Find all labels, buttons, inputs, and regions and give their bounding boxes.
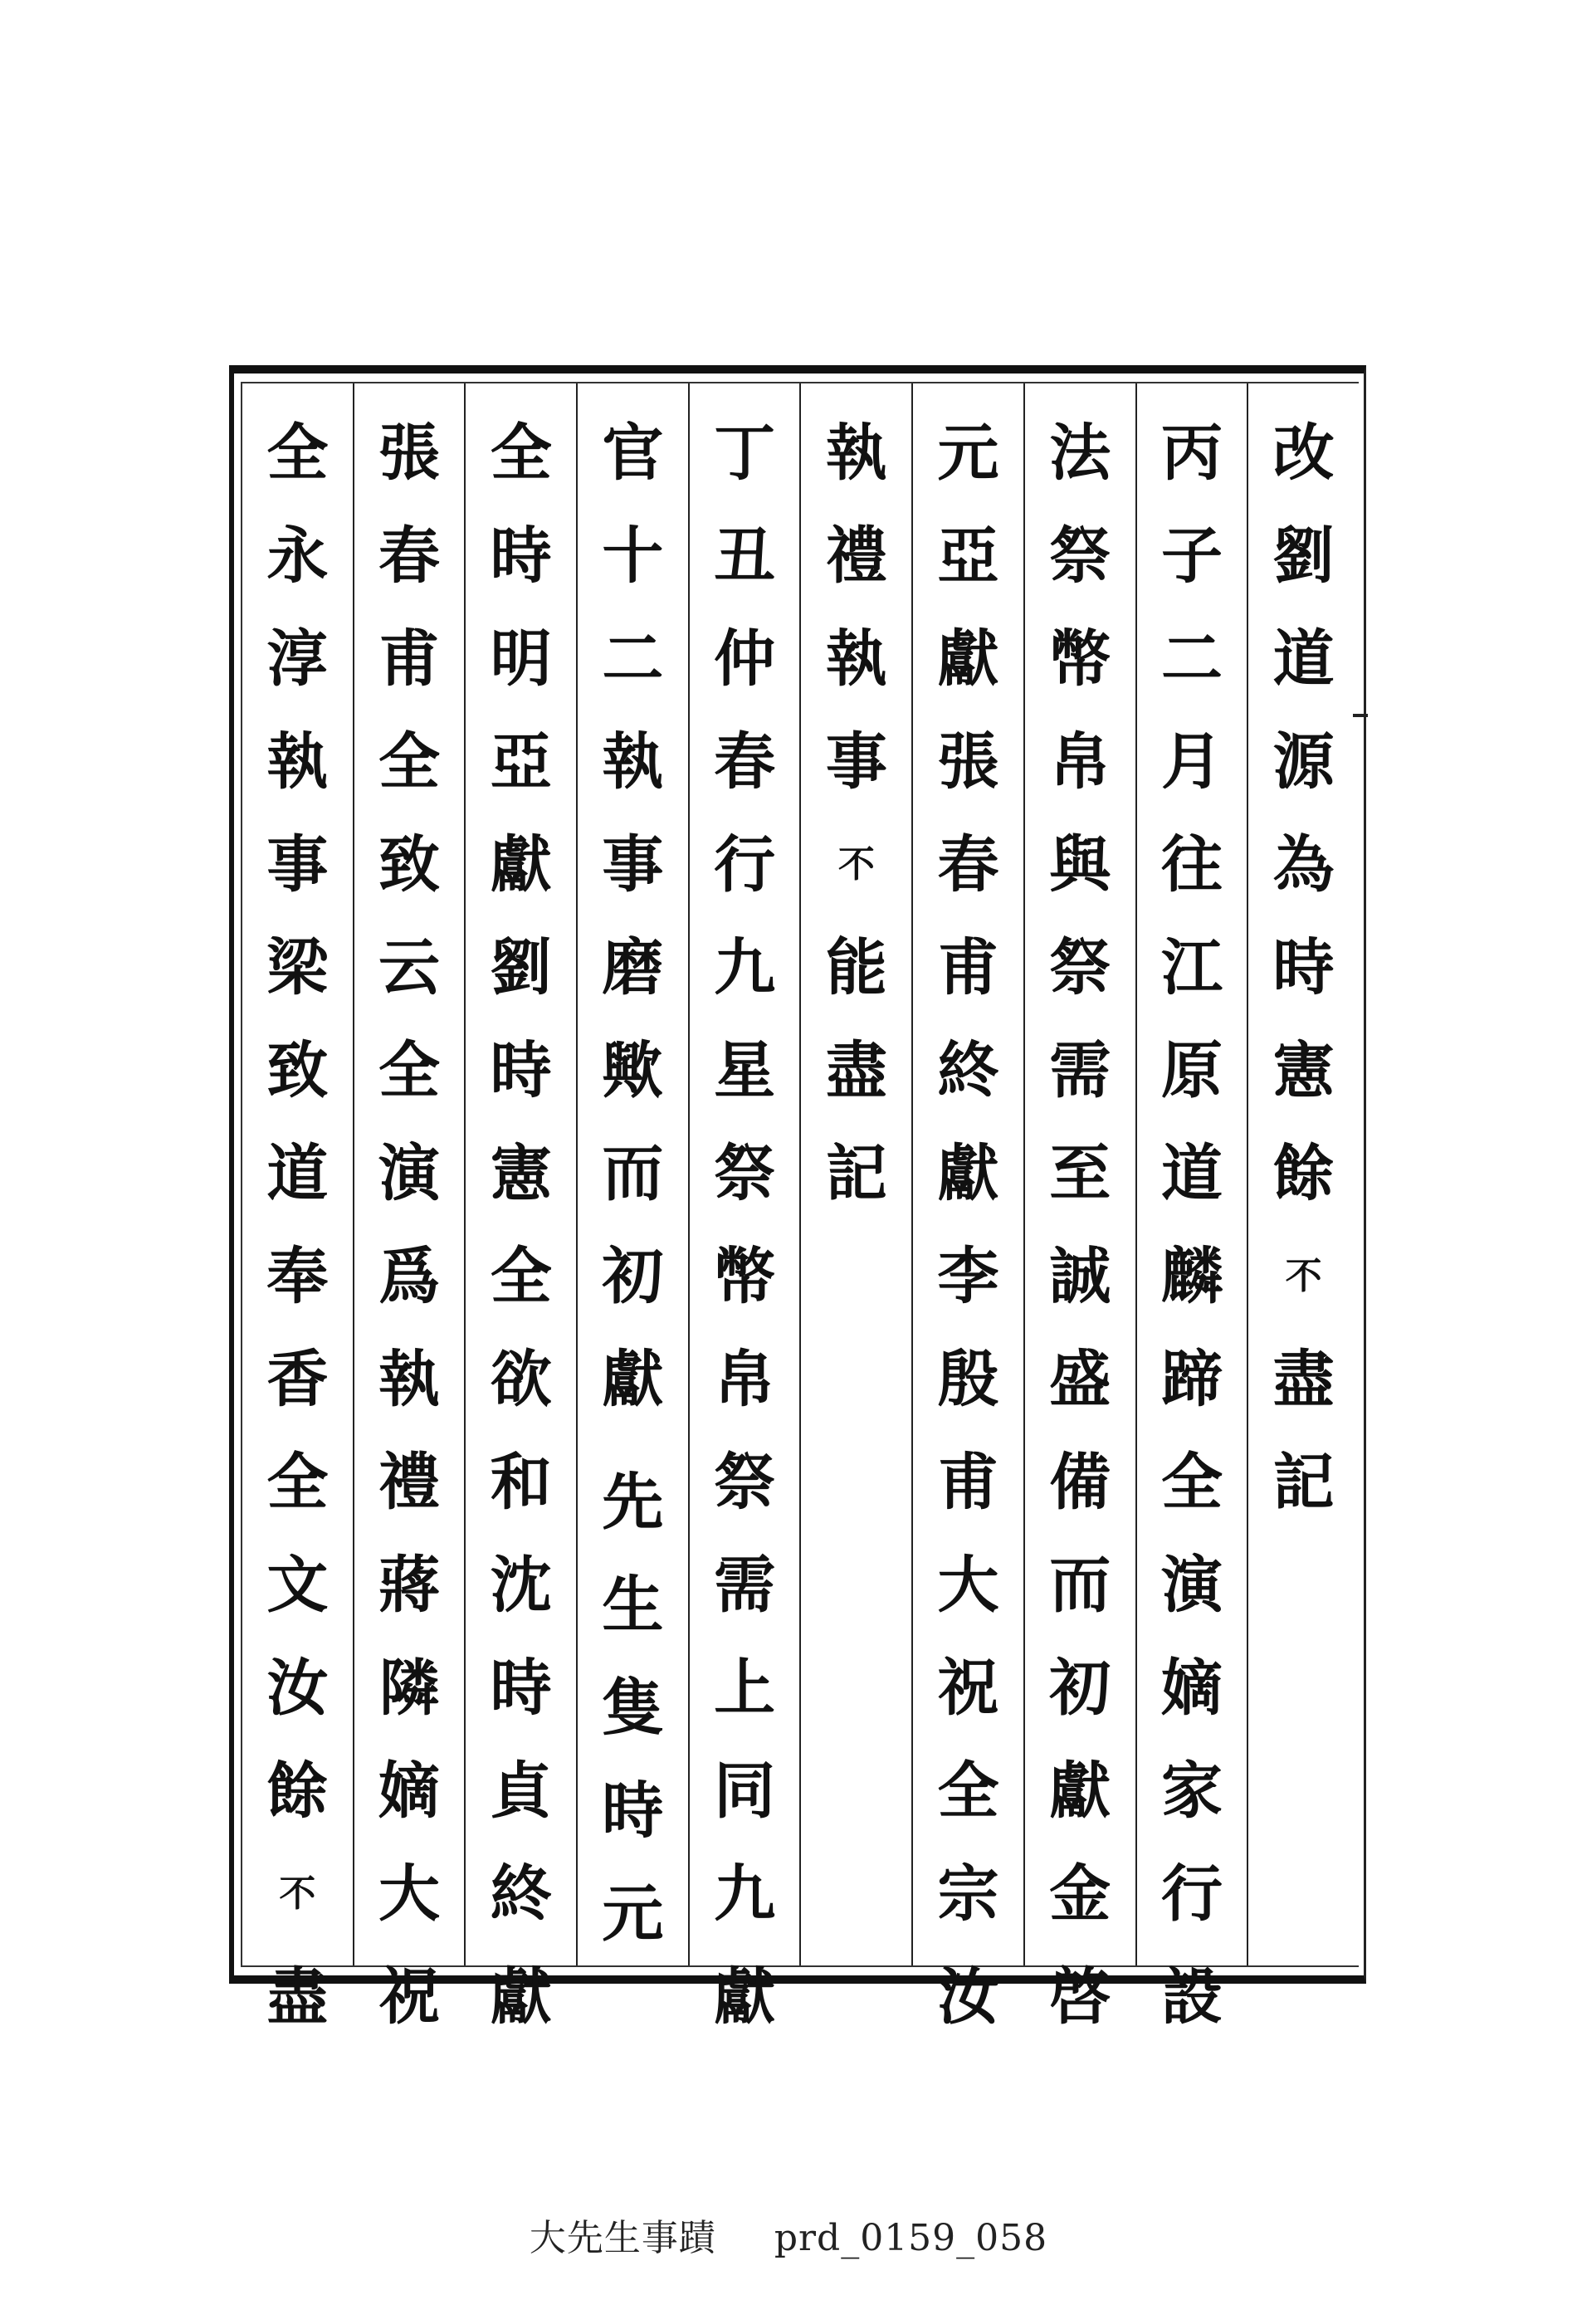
glyph: 嫡 xyxy=(378,1755,441,1827)
glyph: 爲 xyxy=(378,1241,441,1312)
glyph: 需 xyxy=(1049,1035,1111,1106)
glyph: 歟 xyxy=(602,1035,664,1106)
glyph: 磨 xyxy=(602,932,664,1003)
glyph: 道 xyxy=(1160,1138,1223,1209)
glyph: 奉 xyxy=(266,1241,329,1312)
text-column-8 xyxy=(464,383,576,2033)
frame-inner-border xyxy=(241,382,1359,2033)
glyph: 終 xyxy=(937,1035,999,1106)
glyph: 汝 xyxy=(937,1961,999,2033)
glyph: 改 xyxy=(1272,417,1335,489)
glyph: 子 xyxy=(1160,520,1223,592)
glyph: 至 xyxy=(1049,1138,1111,1209)
glyph: 祭 xyxy=(1049,520,1111,592)
glyph: 記 xyxy=(825,1138,887,1209)
glyph: 汝 xyxy=(266,1653,329,1724)
glyph: 執 xyxy=(378,1344,441,1415)
glyph: 大 xyxy=(378,1858,441,1930)
glyph: 事 xyxy=(825,726,887,798)
glyph: 甫 xyxy=(378,623,441,695)
glyph: 設 xyxy=(1160,1961,1223,2033)
glyph: 全 xyxy=(1160,1447,1223,1518)
glyph: 貞 xyxy=(490,1755,552,1827)
glyph: 二 xyxy=(1160,623,1223,695)
glyph: 月 xyxy=(1160,726,1223,798)
glyph: 道 xyxy=(266,1138,329,1209)
glyph: 全 xyxy=(937,1755,999,1827)
glyph: 啓 xyxy=(1049,1961,1111,2033)
glyph: 丁 xyxy=(714,417,776,489)
glyph: 祝 xyxy=(937,1653,999,1724)
glyph: 江 xyxy=(1160,932,1223,1003)
glyph: 生 xyxy=(602,1570,664,1641)
text-column-4 xyxy=(911,383,1023,2033)
glyph: 元 xyxy=(937,417,999,489)
glyph: 憲 xyxy=(490,1138,552,1209)
glyph: 為 xyxy=(1272,829,1335,901)
glyph: 九 xyxy=(714,932,776,1003)
glyph: 張 xyxy=(378,417,441,489)
glyph: 沈 xyxy=(490,1550,552,1621)
glyph: 十 xyxy=(602,520,664,592)
glyph: 獻 xyxy=(937,623,999,695)
glyph: 行 xyxy=(1160,1858,1223,1930)
glyph: 獻 xyxy=(714,1961,776,2033)
page-caption xyxy=(0,2208,1577,2261)
glyph: 祭 xyxy=(1049,932,1111,1003)
glyph: 記 xyxy=(1272,1447,1335,1518)
glyph: 劉 xyxy=(490,932,552,1003)
glyph: 二 xyxy=(602,623,664,695)
glyph: 春 xyxy=(937,829,999,901)
text-column-9 xyxy=(353,383,465,2033)
glyph: 源 xyxy=(1272,726,1335,798)
glyph: 事 xyxy=(602,829,664,901)
glyph: 大 xyxy=(937,1550,999,1621)
glyph: 丙 xyxy=(1160,417,1223,489)
glyph: 隻 xyxy=(602,1672,664,1744)
glyph: 行 xyxy=(714,829,776,901)
glyph: 九 xyxy=(714,1858,776,1930)
glyph: 蹄 xyxy=(1160,1344,1223,1415)
glyph: 往 xyxy=(1160,829,1223,901)
glyph: 亞 xyxy=(490,726,552,798)
glyph: 嫡 xyxy=(1160,1653,1223,1724)
glyph: 張 xyxy=(937,726,999,798)
glyph: 時 xyxy=(490,1653,552,1724)
glyph: 春 xyxy=(378,520,441,592)
glyph: 祭 xyxy=(714,1447,776,1518)
glyph: 上 xyxy=(714,1653,776,1724)
glyph: 殷 xyxy=(937,1344,999,1415)
glyph: 初 xyxy=(1049,1653,1111,1724)
glyph: 全 xyxy=(266,417,329,489)
glyph: 獻 xyxy=(490,1961,552,2033)
glyph: 仲 xyxy=(714,623,776,695)
glyph: 演 xyxy=(378,1138,441,1209)
glyph: 終 xyxy=(490,1858,552,1930)
glyph: 亞 xyxy=(937,520,999,592)
glyph: 先 xyxy=(602,1467,664,1538)
glyph: 蔣 xyxy=(378,1550,441,1621)
glyph: 時 xyxy=(490,520,552,592)
glyph: 不 xyxy=(279,1872,316,1915)
glyph: 盛 xyxy=(1049,1344,1111,1415)
glyph: 甫 xyxy=(937,1447,999,1518)
glyph: 幣 xyxy=(714,1241,776,1312)
glyph: 盡 xyxy=(266,1961,329,2033)
glyph: 而 xyxy=(1049,1550,1111,1621)
glyph: 祝 xyxy=(378,1961,441,2033)
glyph: 星 xyxy=(714,1035,776,1106)
glyph: 餘 xyxy=(266,1755,329,1827)
glyph: 誠 xyxy=(1049,1241,1111,1312)
glyph: 盡 xyxy=(1272,1344,1335,1415)
glyph: 演 xyxy=(1160,1550,1223,1621)
glyph: 執 xyxy=(825,623,887,695)
glyph: 李 xyxy=(937,1241,999,1312)
glyph: 家 xyxy=(1160,1755,1223,1827)
glyph: 文 xyxy=(266,1550,329,1621)
glyph: 備 xyxy=(1049,1447,1111,1518)
glyph: 淳 xyxy=(266,623,329,695)
text-column-5 xyxy=(799,383,911,1965)
glyph: 官 xyxy=(602,417,664,489)
glyph: 致 xyxy=(378,829,441,901)
glyph: 全 xyxy=(266,1447,329,1518)
glyph: 禮 xyxy=(825,520,887,592)
glyph: 丑 xyxy=(714,520,776,592)
glyph: 能 xyxy=(825,932,887,1003)
glyph: 幣 xyxy=(1049,623,1111,695)
glyph: 和 xyxy=(490,1447,552,1518)
glyph: 祭 xyxy=(714,1138,776,1209)
text-columns xyxy=(242,383,1359,2033)
glyph: 劉 xyxy=(1272,520,1335,592)
glyph: 春 xyxy=(714,726,776,798)
caption-code: prd_0159_058 xyxy=(774,2217,1048,2259)
glyph: 原 xyxy=(1160,1035,1223,1106)
glyph: 全 xyxy=(378,726,441,798)
glyph: 金 xyxy=(1049,1858,1111,1930)
glyph: 不 xyxy=(837,843,875,886)
glyph: 致 xyxy=(266,1035,329,1106)
glyph: 永 xyxy=(266,520,329,592)
glyph: 憲 xyxy=(1272,1035,1335,1106)
glyph: 盡 xyxy=(825,1035,887,1106)
glyph: 宗 xyxy=(937,1858,999,1930)
glyph: 獻 xyxy=(937,1138,999,1209)
glyph: 全 xyxy=(378,1035,441,1106)
text-column-1 xyxy=(1247,383,1359,1965)
glyph: 餘 xyxy=(1272,1138,1335,1209)
glyph: 明 xyxy=(490,623,552,695)
glyph: 帛 xyxy=(714,1344,776,1415)
glyph: 帛 xyxy=(1049,726,1111,798)
printed-frame xyxy=(229,365,1366,2033)
text-column-7 xyxy=(576,383,688,1965)
glyph: 時 xyxy=(490,1035,552,1106)
glyph: 需 xyxy=(714,1550,776,1621)
text-column-10 xyxy=(242,383,353,2033)
glyph: 與 xyxy=(1049,829,1111,901)
glyph: 同 xyxy=(714,1755,776,1827)
glyph: 時 xyxy=(602,1775,664,1847)
glyph: 執 xyxy=(266,726,329,798)
glyph: 欲 xyxy=(490,1344,552,1415)
glyph: 禮 xyxy=(378,1447,441,1518)
margin-tick xyxy=(1353,714,1368,717)
glyph: 法 xyxy=(1049,417,1111,489)
glyph: 時 xyxy=(1272,932,1335,1003)
glyph: 獻 xyxy=(490,829,552,901)
text-column-2 xyxy=(1135,383,1247,2033)
text-column-3 xyxy=(1023,383,1135,2033)
glyph: 而 xyxy=(602,1138,664,1209)
glyph: 不 xyxy=(1285,1255,1322,1297)
glyph: 初 xyxy=(602,1241,664,1312)
glyph: 麟 xyxy=(1160,1241,1223,1312)
glyph: 甫 xyxy=(937,932,999,1003)
glyph: 全 xyxy=(490,417,552,489)
glyph: 云 xyxy=(378,932,441,1003)
glyph: 香 xyxy=(266,1344,329,1415)
glyph: 執 xyxy=(825,417,887,489)
glyph: 事 xyxy=(266,829,329,901)
glyph: 全 xyxy=(490,1241,552,1312)
caption-title: 大先生事蹟 xyxy=(529,2217,716,2259)
glyph: 道 xyxy=(1272,623,1335,695)
glyph: 梁 xyxy=(266,932,329,1003)
text-column-6 xyxy=(688,383,800,2033)
glyph: 隣 xyxy=(378,1653,441,1724)
glyph: 執 xyxy=(602,726,664,798)
glyph: 獻 xyxy=(1049,1755,1111,1827)
glyph: 獻 xyxy=(602,1344,664,1415)
glyph: 元 xyxy=(602,1878,664,1950)
